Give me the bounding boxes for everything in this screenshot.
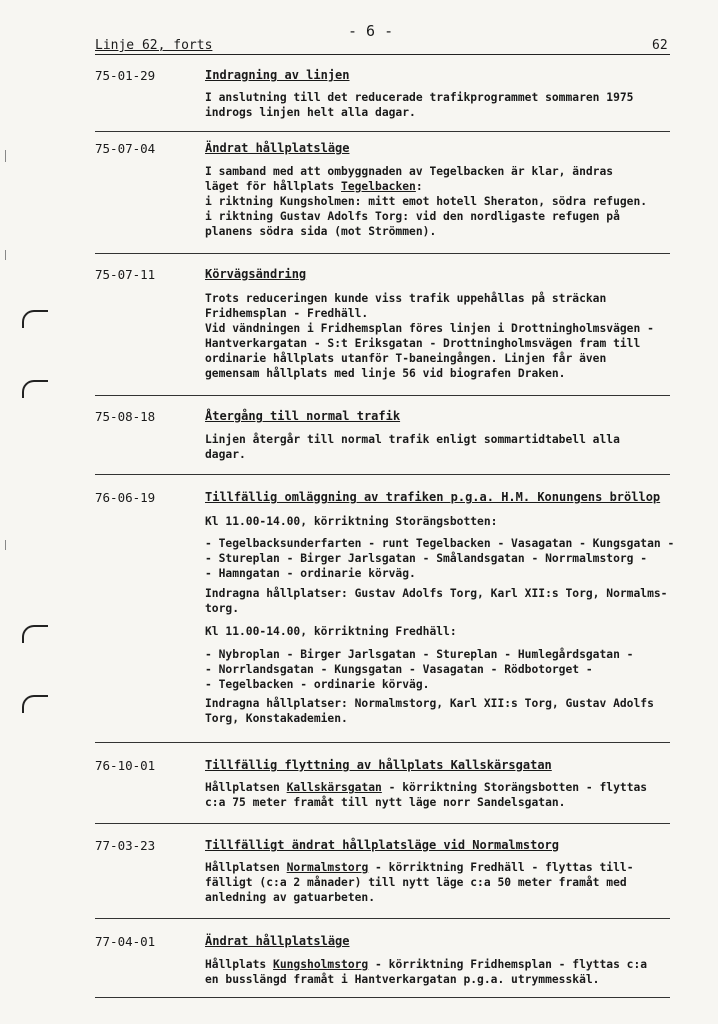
entry-date: 75-08-18 (95, 409, 156, 424)
entry-title: Återgång till normal trafik (205, 409, 401, 423)
entry-date: 75-07-11 (95, 267, 156, 282)
entry-body-paragraph: - Tegelbacksunderfarten - runt Tegelbacken - Vasagatan - Kungsgatan - - Stureplan - Birger Jarlsgatan - Smålandsgatan - Norrmalmstorg - - Hamngatan - ordinarie körväg. (205, 537, 675, 580)
entry-title: Ändrat hållplatsläge (205, 934, 350, 948)
entry-divider (95, 474, 670, 475)
entry-body (205, 164, 647, 239)
page-number: - 6 - (348, 22, 394, 40)
entry-title: Tillfällig flyttning av hållplats Kallskärsgatan (205, 758, 552, 772)
entry-body-text: Hållplats (205, 958, 274, 971)
binder-mark (22, 695, 48, 713)
entry-divider (95, 131, 670, 132)
entry-date: 76-10-01 (95, 758, 156, 773)
entry-date: 76-06-19 (95, 490, 156, 505)
margin-speck (5, 250, 6, 260)
entry-title: Indragning av linjen (205, 68, 350, 82)
entry-date: 77-03-23 (95, 838, 156, 853)
binder-mark (22, 625, 48, 643)
entry-body: Trots reduceringen kunde viss trafik uppehållas på sträckan Fridhemsplan - Fredhäll. Vid vändningen i Fridhemsplan föres linjen i Drottningholmsvägen - Hantverkargatan - S:t Eriksgatan - Drottningholmsvägen fram till ordinarie hållplats utanför T-baneingången. Linjen får även gemensam hållplats med linje 56 vid biografen Draken. (205, 292, 654, 380)
entry-body-text: Hållplatsen (205, 861, 287, 874)
entry-divider (95, 997, 670, 998)
stop-name: Tegelbacken (341, 180, 416, 193)
stop-name: Normalmstorg (286, 861, 369, 874)
stop-name: Kungsholmstorg (273, 958, 369, 971)
entry-body-text: Hållplatsen (205, 781, 287, 794)
entry-body-text: - körriktning Storängsbotten - flyttas c:a 75 meter framåt till nytt läge norr Sandelsgatan. (205, 781, 648, 809)
entry-body (205, 780, 647, 810)
entry-body (205, 957, 647, 987)
entry-date: 77-04-01 (95, 934, 156, 949)
entry-title: Tillfällig omläggning av trafiken p.g.a. H.M. Konungens bröllop (205, 490, 661, 504)
entry-divider (95, 395, 670, 396)
header-line-number: 62 (652, 38, 668, 53)
margin-speck (5, 540, 6, 550)
entry-body-text: : i riktning Kungsholmen: mitt emot hotell Sheraton, södra refugen. i riktning Gustav Adolfs Torg: vid den nordligaste refugen på planens södra sida (mot Strömmen). (205, 180, 648, 238)
header-line-title: Linje 62, forts (95, 38, 213, 53)
entry-body-paragraph: - Nybroplan - Birger Jarlsgatan - Stureplan - Humlegårdsgatan - - Norrlandsgatan - Kungsgatan - Vasagatan - Rödbotorget - - Tegelbacken - ordinarie körväg. (205, 648, 634, 691)
entry-body-paragraph: Indragna hållplatser: Gustav Adolfs Torg, Karl XII:s Torg, Normalms- torg. (205, 587, 668, 615)
header-rule (95, 54, 670, 55)
entry-date: 75-07-04 (95, 141, 156, 156)
entry-divider (95, 253, 670, 254)
entry-title: Ändrat hållplatsläge (205, 141, 350, 155)
entry-body: I anslutning till det reducerade trafikprogrammet sommaren 1975 indrogs linjen helt alla dagar. (205, 91, 634, 119)
entry-body-paragraph: Kl 11.00-14.00, körriktning Fredhäll: (205, 625, 457, 638)
entry-body-text: - körriktning Fredhäll - flyttas till- fälligt (c:a 2 månader) till nytt läge c:a 50 meter framåt med anledning av gatuarbeten. (205, 861, 634, 904)
entry-divider (95, 823, 670, 824)
entry-divider (95, 918, 670, 919)
entry-divider (95, 742, 670, 743)
entry-body-text: - körriktning Fridhemsplan - flyttas c:a en busslängd framåt i Hantverkargatan p.g.a. utrymmesskäl. (205, 958, 648, 986)
entry-body-paragraph: Indragna hållplatser: Normalmstorg, Karl XII:s Torg, Gustav Adolfs Torg, Konstakademien. (205, 697, 654, 725)
margin-speck (5, 150, 6, 162)
entry-body-text: I samband med att ombyggnaden av Tegelbacken är klar, ändras läget för hållplats (205, 165, 614, 193)
entry-body-paragraph: Kl 11.00-14.00, körriktning Storängsbotten: (205, 515, 498, 528)
entry-title: Tillfälligt ändrat hållplatsläge vid Normalmstorg (205, 838, 560, 852)
entry-title: Körvägsändring (205, 267, 307, 281)
entry-body: Linjen återgår till normal trafik enligt sommartidtabell alla dagar. (205, 433, 620, 461)
binder-mark (22, 310, 48, 328)
stop-name: Kallskärsgatan (286, 781, 382, 794)
binder-mark (22, 380, 48, 398)
entry-body (205, 860, 634, 905)
entry-date: 75-01-29 (95, 68, 156, 83)
